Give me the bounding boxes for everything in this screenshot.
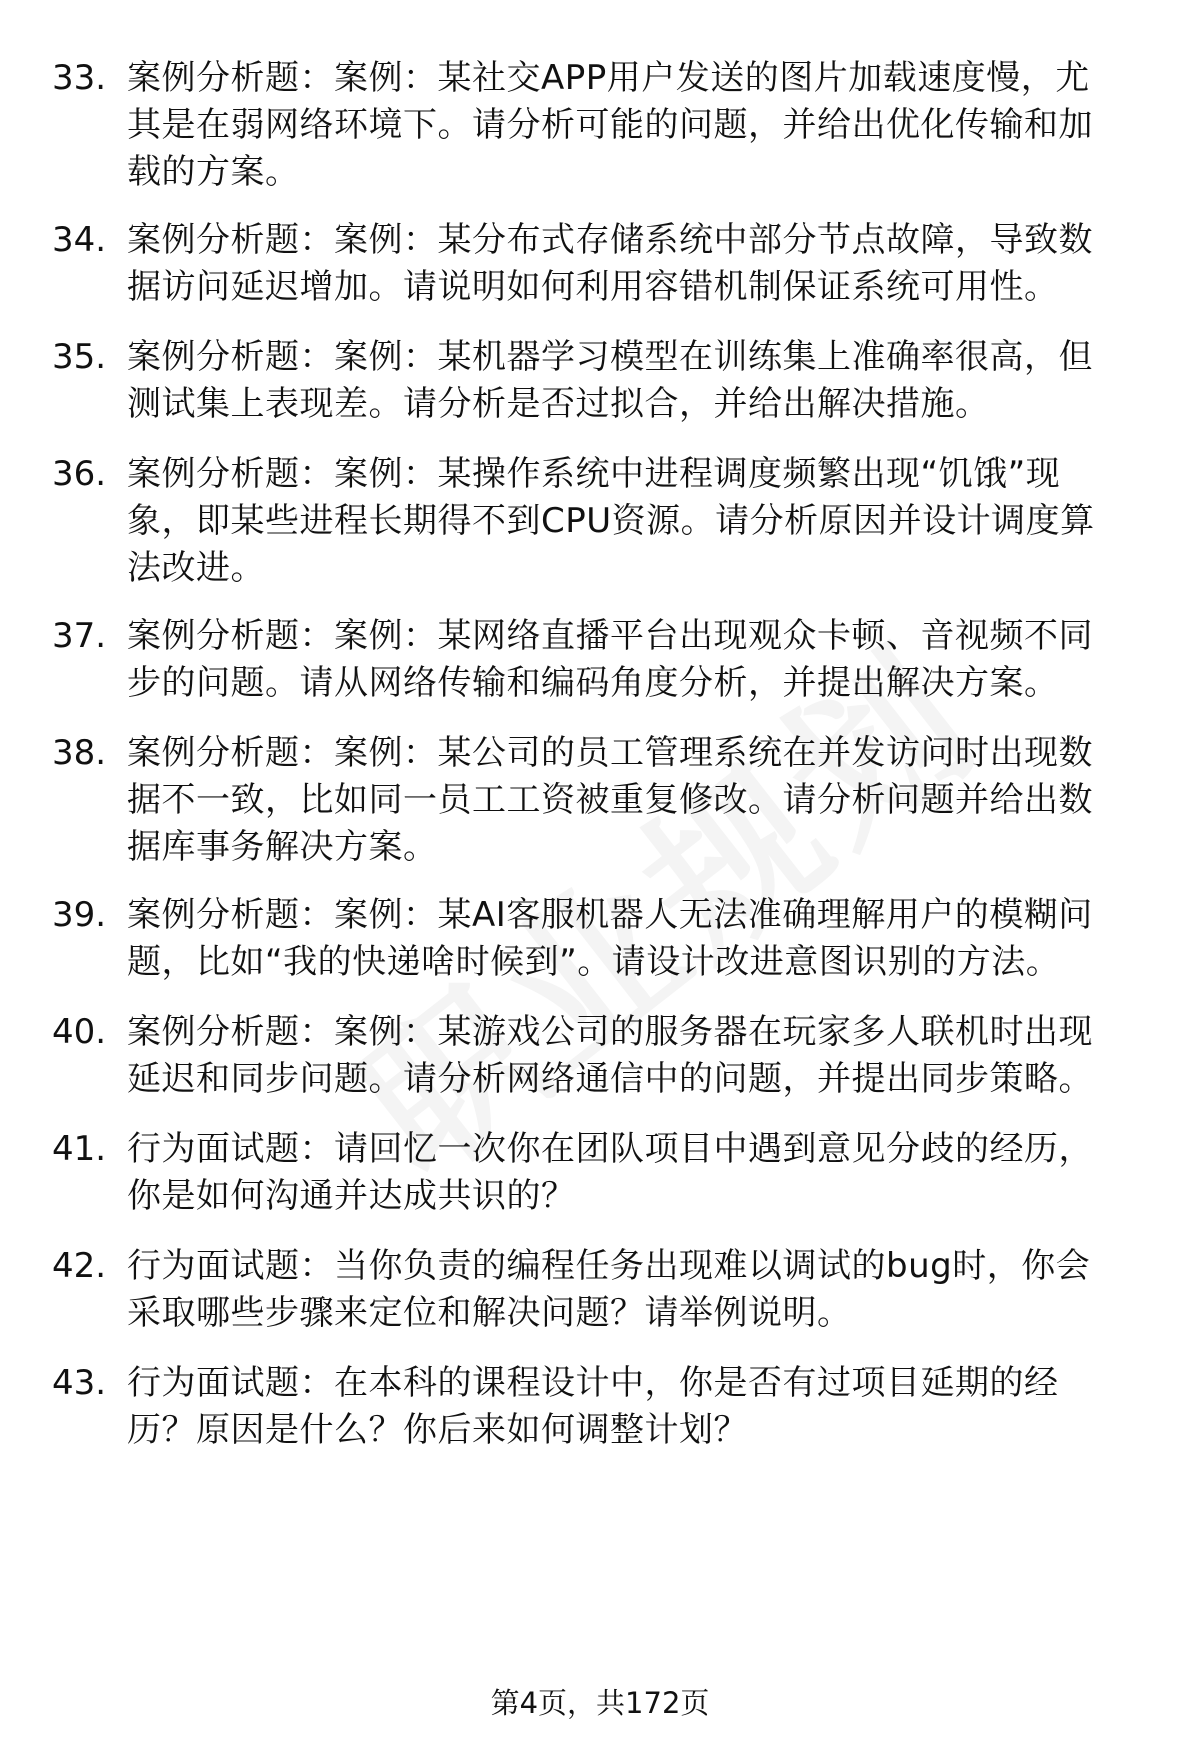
question-text: 案例分析题：案例：某分布式存储系统中部分节点故障，导致数 据访问延迟增加。请说明如何利用容错机制保证系统可用性。 <box>127 220 1093 307</box>
question-number: 38. <box>52 733 107 773</box>
question-number: 43. <box>52 1363 107 1403</box>
question-text: 案例分析题：案例：某公司的员工管理系统在并发访问时出现数 据不一致，比如同一员工工资被重复修改。请分析问题并给出数 据库事务解决方案。 <box>127 733 1093 867</box>
question-number: 40. <box>52 1012 107 1052</box>
question-text: 案例分析题：案例：某社交APP用户发送的图片加载速度慢，尤 其是在弱网络环境下。请分析可能的问题，并给出优化传输和加 载的方案。 <box>127 58 1093 192</box>
question-number: 35. <box>52 337 107 377</box>
question-text: 行为面试题：当你负责的编程任务出现难以调试的bug时，你会 采取哪些步骤来定位和解决问题？请举例说明。 <box>127 1246 1091 1333</box>
question-number: 33. <box>52 58 107 98</box>
question-text: 行为面试题：在本科的课程设计中，你是否有过项目延期的经 历？原因是什么？你后来如何调整计划？ <box>127 1363 1059 1450</box>
question-text: 案例分析题：案例：某操作系统中进程调度频繁出现“饥饿”现 象，即某些进程长期得不到CPU资源。请分析原因并设计调度算 法改进。 <box>127 454 1095 588</box>
question-number: 39. <box>52 895 107 935</box>
question-text: 案例分析题：案例：某游戏公司的服务器在玩家多人联机时出现 延迟和同步问题。请分析网络通信中的问题，并提出同步策略。 <box>127 1012 1093 1099</box>
question-text: 案例分析题：案例：某机器学习模型在训练集上准确率很高，但 测试集上表现差。请分析是否过拟合，并给出解决措施。 <box>127 337 1093 424</box>
question-number: 42. <box>52 1246 107 1286</box>
question-number: 36. <box>52 454 107 494</box>
question-number: 37. <box>52 616 107 656</box>
question-text: 案例分析题：案例：某AI客服机器人无法准确理解用户的模糊问 题，比如“我的快递啥时候到”。请设计改进意图识别的方法。 <box>127 895 1093 982</box>
page-footer: 第4页，共172页 <box>490 1686 710 1720</box>
question-number: 34. <box>52 220 107 260</box>
question-text: 行为面试题：请回忆一次你在团队项目中遇到意见分歧的经历， 你是如何沟通并达成共识的？ <box>127 1129 1093 1216</box>
question-number: 41. <box>52 1129 107 1169</box>
question-text: 案例分析题：案例：某网络直播平台出现观众卡顿、音视频不同 步的问题。请从网络传输和编码角度分析，并提出解决方案。 <box>127 616 1093 703</box>
